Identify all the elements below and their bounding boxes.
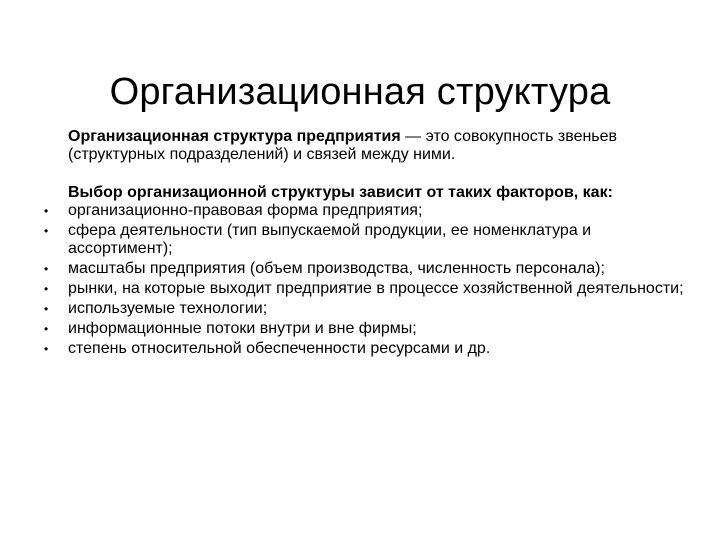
bullet-icon: • bbox=[44, 204, 49, 218]
factor-item: • информационные потоки внутри и вне фирмы; bbox=[44, 320, 417, 337]
definition-term: Организационная структура предприятия bbox=[68, 128, 401, 145]
factor-item: • сфера деятельности (тип выпускаемой продукции, ее номенклатура и ассортимент); bbox=[44, 222, 592, 257]
factor-item: • используемые технологии; bbox=[44, 300, 268, 317]
bullet-icon: • bbox=[44, 262, 49, 276]
bullet-icon: • bbox=[44, 322, 49, 336]
factors-intro: Выбор организационной структуры зависит от таких факторов, как: bbox=[68, 184, 613, 201]
bullet-icon: • bbox=[44, 302, 49, 316]
bullet-icon: • bbox=[44, 342, 49, 356]
factor-item: • степень относительной обеспеченности ресурсами и др. bbox=[44, 340, 491, 357]
definition-text: — это совокупность звеньев (структурных подразделений) и связей между ними. bbox=[68, 128, 618, 163]
bullet-icon: • bbox=[44, 224, 49, 238]
factor-item: • организационно-правовая форма предприятия; bbox=[44, 202, 423, 219]
slide-content bbox=[40, 128, 690, 360]
factor-item: • рынки, на которые выходит предприятие в процессе хозяйственной деятельности; bbox=[44, 280, 684, 297]
definition-paragraph bbox=[40, 128, 690, 164]
factors-list bbox=[40, 202, 690, 358]
slide-title: Организационная структура bbox=[109, 71, 611, 114]
bullet-icon: • bbox=[44, 282, 49, 296]
factor-item: • масштабы предприятия (объем производства, численность персонала); bbox=[44, 260, 605, 277]
